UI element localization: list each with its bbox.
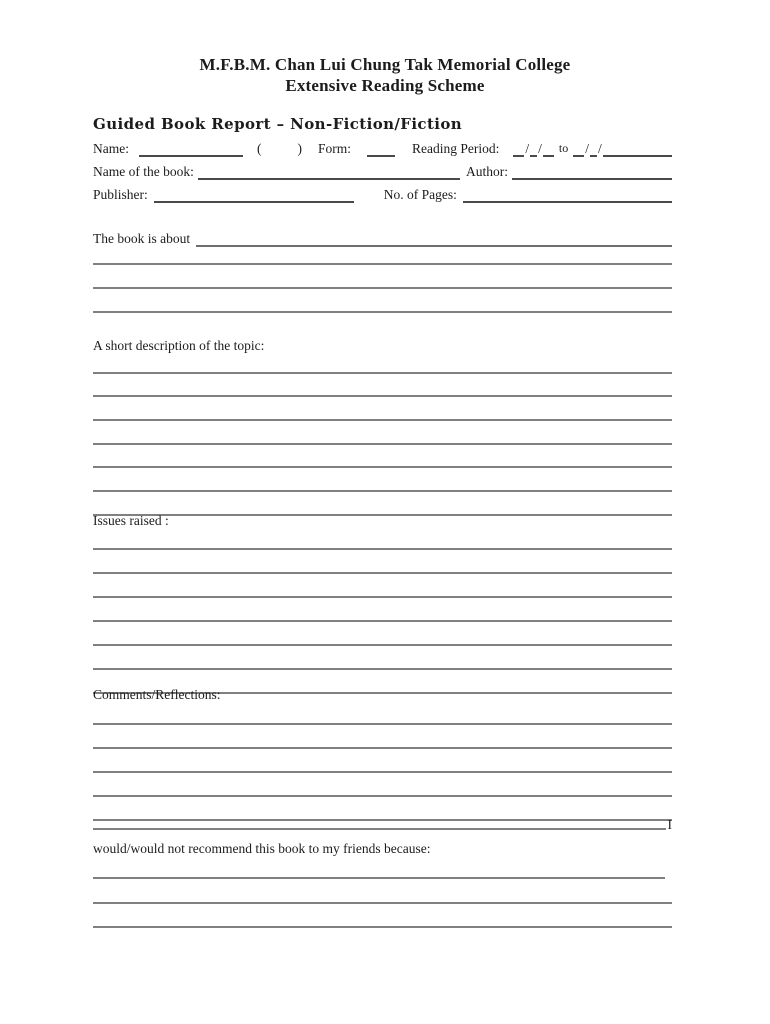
name-form-period-row	[93, 139, 672, 157]
author-field-line[interactable]	[512, 161, 672, 180]
issues-label: Issues raised :	[93, 513, 169, 528]
writing-line[interactable]	[93, 808, 666, 830]
publisher-label: Publisher:	[93, 187, 148, 202]
report-heading: Guided Book Report – Non-Fiction/Fiction	[93, 115, 463, 133]
period-end-day-line[interactable]	[573, 138, 584, 157]
description-label: A short description of the topic:	[93, 338, 265, 353]
writing-line[interactable]	[93, 904, 672, 928]
recommend-label: would/would not recommend this book to my friends because:	[93, 841, 431, 856]
scheme-title: Extensive Reading Scheme	[285, 76, 485, 95]
comments-label: Comments/Reflections:	[93, 687, 221, 702]
writing-line[interactable]	[93, 773, 672, 797]
writing-line[interactable]	[93, 550, 672, 574]
writing-line[interactable]	[93, 574, 672, 598]
writing-line[interactable]	[93, 701, 672, 725]
writing-line[interactable]	[93, 598, 672, 622]
description-ruled-lines	[93, 350, 672, 516]
writing-line[interactable]	[93, 374, 672, 398]
writing-line[interactable]	[93, 879, 672, 903]
date-separator: /	[598, 141, 602, 156]
pages-label: No. of Pages:	[383, 187, 457, 202]
name-field-line[interactable]	[139, 138, 243, 157]
writing-line[interactable]	[93, 855, 665, 879]
period-start-day-line[interactable]	[513, 138, 524, 157]
date-separator: /	[525, 141, 530, 156]
period-end-year-line[interactable]	[603, 138, 672, 157]
class-paren-open: (	[257, 141, 262, 156]
book-author-row	[93, 162, 672, 180]
date-separator: /	[538, 141, 542, 156]
period-start-month-line[interactable]	[530, 138, 537, 157]
about-label: The book is about	[93, 231, 191, 246]
form-field-line[interactable]	[367, 138, 395, 157]
writing-line[interactable]	[93, 646, 672, 670]
to-label: to	[558, 141, 569, 155]
publisher-field-line[interactable]	[154, 184, 354, 203]
writing-line[interactable]	[93, 622, 672, 646]
book-name-field-line[interactable]	[198, 161, 460, 180]
writing-line[interactable]	[93, 421, 672, 445]
pages-field-line[interactable]	[463, 184, 672, 203]
recommend-ruled-lines	[93, 855, 672, 928]
author-label: Author:	[466, 164, 508, 179]
writing-line[interactable]	[93, 526, 672, 550]
writing-line[interactable]	[93, 265, 672, 289]
class-paren-close: )	[297, 141, 302, 156]
writing-line[interactable]	[93, 725, 672, 749]
writing-line[interactable]	[93, 445, 672, 469]
name-label: Name:	[93, 141, 129, 156]
comments-ruled-lines	[93, 701, 672, 821]
about-ruled-lines	[93, 241, 672, 313]
period-start-year-line[interactable]	[543, 138, 554, 157]
issues-ruled-lines	[93, 526, 672, 694]
college-title: M.F.B.M. Chan Lui Chung Tak Memorial College	[199, 55, 571, 74]
form-label: Form:	[318, 141, 352, 156]
recommend-lead-word: I	[667, 817, 672, 832]
writing-line[interactable]	[93, 289, 672, 313]
writing-line[interactable]	[93, 397, 672, 421]
comments-last-line-row	[93, 808, 672, 830]
date-separator: /	[585, 141, 590, 156]
writing-line[interactable]	[93, 350, 672, 374]
period-end-month-line[interactable]	[590, 138, 597, 157]
writing-line[interactable]	[93, 468, 672, 492]
publisher-pages-row	[93, 185, 672, 203]
writing-line[interactable]	[93, 749, 672, 773]
writing-line[interactable]	[93, 241, 672, 265]
reading-period-label: Reading Period:	[412, 141, 500, 156]
book-name-label: Name of the book:	[93, 164, 194, 179]
